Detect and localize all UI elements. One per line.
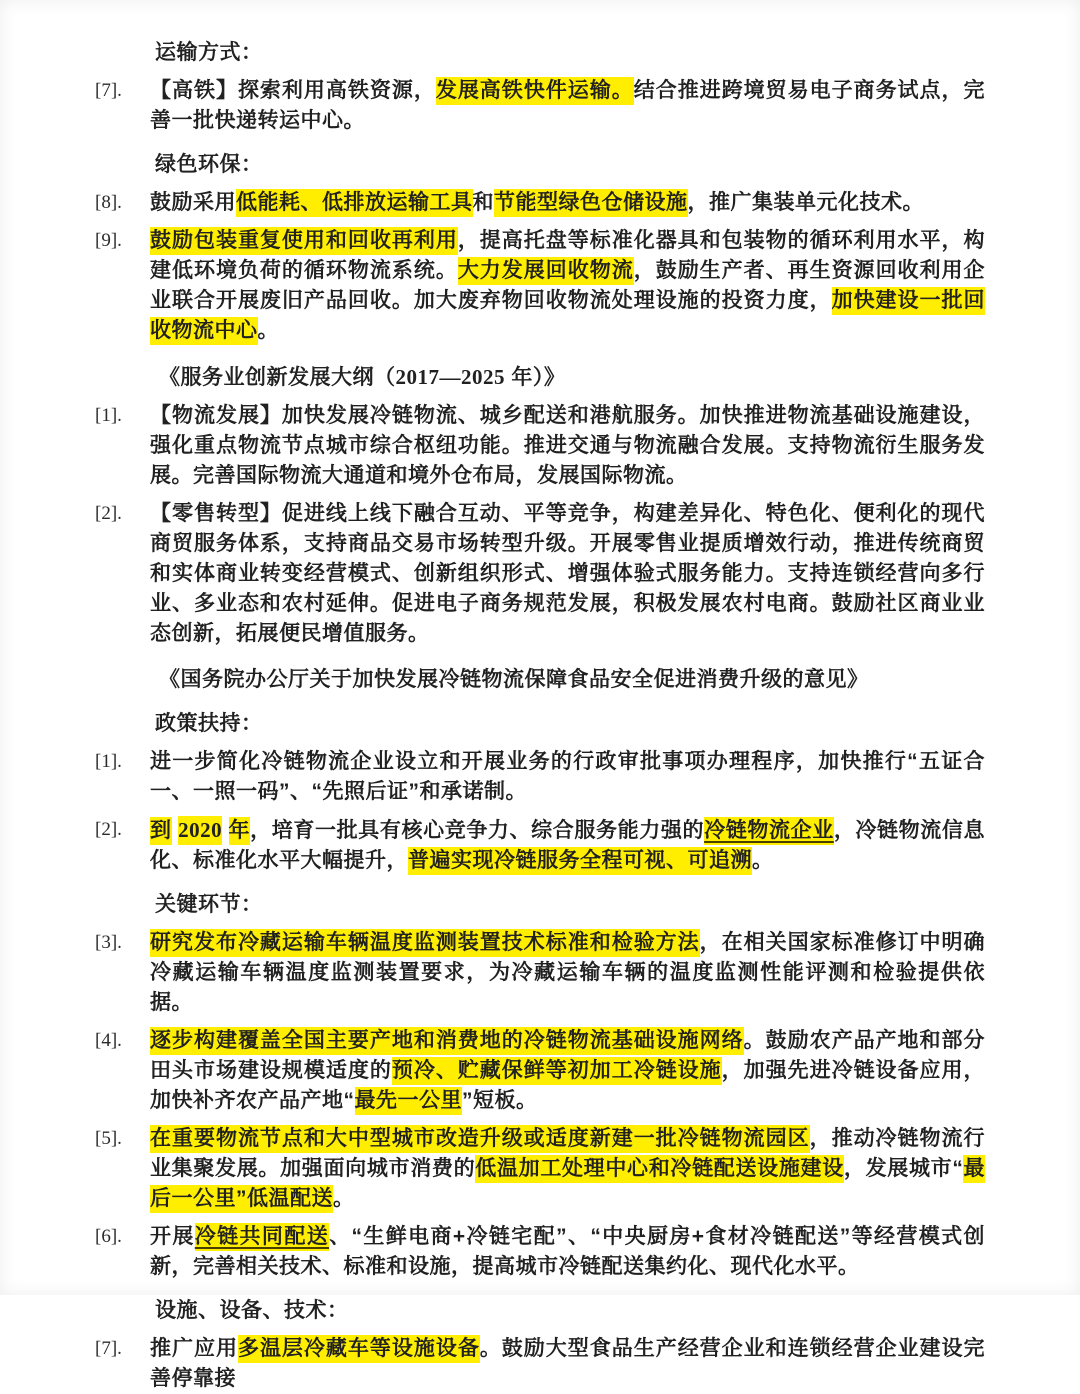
text-run: 和 — [472, 191, 494, 214]
text-run: 年）》 — [505, 366, 566, 389]
text-run: ，加强先进冷链设备应用，加快补齐农产品产地“ — [150, 1059, 986, 1112]
text-run: 结合推进跨境贸易电子商务试点，完善一批快递转运中心。 — [150, 79, 986, 132]
document-title — [159, 665, 985, 695]
text-run: 【物流发展】加快发展冷链物流、城乡配送和港航服务。加快推进物流基础设施建设，强化重点物流节点城市综合枢纽功能。推进交通与物流融合发展。支持物流衍生服务发展。完善国际物流大通道和境外仓布局，发展国际物流。 — [150, 404, 985, 487]
item-text — [150, 188, 985, 218]
list-item — [95, 499, 985, 649]
text-run: 。鼓励农产品产地和部分田头市场建设规模适度的 — [150, 1029, 986, 1082]
highlighted-text: 节能型绿色仓储设施 — [494, 189, 688, 217]
item-text — [150, 226, 985, 346]
text-run: 。 — [257, 319, 279, 342]
item-number: [8]. — [95, 192, 122, 213]
text-run: ，提高托盘等标准化器具和包装物的循环利用水平，构建低环境负荷的循环物流系统。 — [150, 229, 985, 282]
item-number: [2]. — [95, 819, 122, 840]
list-item — [95, 1334, 985, 1394]
highlighted-text: 鼓励包装重复使用和回收再利用 — [150, 227, 458, 255]
list-item — [95, 815, 985, 876]
item-number: [3]. — [95, 932, 122, 953]
text-run — [222, 819, 228, 842]
text-run: ，培育一批具有核心竞争力、综合服务能力强的 — [250, 819, 705, 842]
text-run: ”短板。 — [462, 1089, 538, 1112]
highlighted-text: 最后一公里”低温配送 — [150, 1155, 985, 1213]
highlighted-text: 逐步构建覆盖全国主要产地和消费地的冷链物流基础设施网络 — [150, 1027, 744, 1055]
item-number: [4]. — [95, 1030, 122, 1051]
highlighted-text: 大力发展回收物流 — [458, 257, 634, 285]
text-run: ，推动冷链物流行业集聚发展。加强面向城市消费的 — [150, 1127, 985, 1180]
highlighted-text: 多温层冷藏车等设施设备 — [238, 1335, 480, 1363]
highlighted-text: 冷链共同配送 — [195, 1223, 329, 1251]
highlighted-text: 最先一公里 — [355, 1087, 463, 1115]
highlighted-text: 发展高铁快件运输。 — [436, 77, 634, 105]
highlighted-text: 在重要物流节点和大中型城市改造升级或适度新建一批冷链物流园区 — [150, 1125, 810, 1153]
item-number: [6]. — [95, 1226, 122, 1247]
text-run: 。 — [333, 1187, 355, 1210]
highlighted-text: 研究发布冷藏运输车辆温度监测装置技术标准和检验方法 — [150, 929, 700, 957]
highlighted-text: 加快建设一批回收物流中心 — [150, 287, 985, 345]
text-run: ，冷链物流信息化、标准化水平大幅提升， — [150, 819, 986, 872]
item-number: [2]. — [95, 503, 122, 524]
item-number: [1]. — [95, 405, 122, 426]
list-item — [95, 226, 985, 346]
section-heading: 运输方式： — [155, 41, 263, 64]
item-number: [1]. — [95, 751, 122, 772]
text-run: ，在相关国家标准修订中明确冷藏运输车辆温度监测装置要求，为冷藏运输车辆的温度监测性能评测和检验提供依据。 — [150, 931, 986, 1014]
text-run: 推广应用 — [150, 1337, 238, 1360]
highlighted-text: 普遍实现冷链服务全程可视、可追溯 — [408, 847, 752, 875]
text-run: ，发展城市“ — [843, 1157, 964, 1180]
list-item — [95, 1026, 985, 1116]
item-text — [150, 401, 985, 491]
text-run: 《服务业创新发展大纲（ — [159, 366, 396, 389]
section-heading: 绿色环保： — [155, 153, 263, 176]
text-run: 进一步简化冷链物流企业设立和开展业务的行政审批事项办理程序，加快推行“五证合一、一照一码”、“先照后证”和承诺制。 — [150, 750, 985, 803]
item-text — [150, 928, 985, 1018]
highlighted-text: 年 — [229, 817, 251, 845]
item-text — [150, 1222, 985, 1282]
list-item — [95, 188, 985, 218]
highlighted-text: 2020 — [178, 816, 222, 845]
item-text — [150, 1124, 985, 1214]
text-run: 。鼓励大型食品生产经营企业和连锁经营企业建设完善停靠接 — [150, 1337, 986, 1390]
list-item — [95, 747, 985, 807]
text-run: 【高铁】探索利用高铁资源， — [150, 79, 436, 102]
item-number: [7]. — [95, 1338, 122, 1359]
text-run: 开展 — [150, 1225, 195, 1248]
highlighted-text: 预冷、贮藏保鲜等初加工冷链设施 — [392, 1057, 722, 1085]
item-text — [150, 499, 985, 649]
item-number: [9]. — [95, 230, 122, 251]
text-run: 。 — [752, 849, 774, 872]
item-text — [150, 1334, 985, 1394]
document-content — [95, 38, 985, 1394]
text-run: 、“生鲜电商+冷链宅配”、“中央厨房+食材冷链配送”等经营模式创新，完善相关技术、标准和设施，提高城市冷链配送集约化、现代化水平。 — [150, 1225, 986, 1278]
text-run: 2017—2025 — [395, 365, 505, 389]
item-text — [150, 76, 985, 136]
list-item — [95, 401, 985, 491]
section-heading: 政策扶持： — [155, 712, 263, 735]
highlighted-text: 低能耗、低排放运输工具 — [236, 189, 473, 217]
list-item — [95, 928, 985, 1018]
item-text — [150, 1026, 985, 1116]
text-run: 《国务院办公厅关于加快发展冷链物流保障食品安全促进消费升级的意见》 — [159, 668, 869, 691]
list-item — [95, 1124, 985, 1214]
list-item — [95, 1222, 985, 1282]
item-text — [150, 747, 985, 807]
section-heading: 设施、设备、技术： — [155, 1299, 349, 1322]
highlighted-text: 低温加工处理中心和冷链配送设施建设 — [475, 1155, 844, 1183]
text-run: ，推广集装单元化技术。 — [687, 191, 924, 214]
highlighted-text: 冷链物流企业 — [704, 817, 834, 845]
section-heading: 关键环节： — [155, 893, 263, 916]
item-number: [7]. — [95, 80, 122, 101]
item-number: [5]. — [95, 1128, 122, 1149]
item-text — [150, 815, 985, 876]
highlighted-text: 到 — [150, 817, 172, 845]
text-run: 【零售转型】促进线上线下融合互动、平等竞争，构建差异化、特色化、便利化的现代商贸服务体系，支持商品交易市场转型升级。开展零售业提质增效行动，推进传统商贸和实体商业转变经营模式、创新组织形式、增强体验式服务能力。支持连锁经营向多行业、多业态和农村延伸。促进电子商务规范发展，积极发展农村电商。鼓励社区商业业态创新，拓展便民增值服务。 — [150, 502, 985, 645]
document-title — [159, 362, 985, 393]
list-item — [95, 76, 985, 136]
text-run: 鼓励采用 — [150, 191, 236, 214]
text-run: ，鼓励生产者、再生资源回收利用企业联合开展废旧产品回收。加大废弃物回收物流处理设施的投资力度， — [150, 259, 986, 312]
